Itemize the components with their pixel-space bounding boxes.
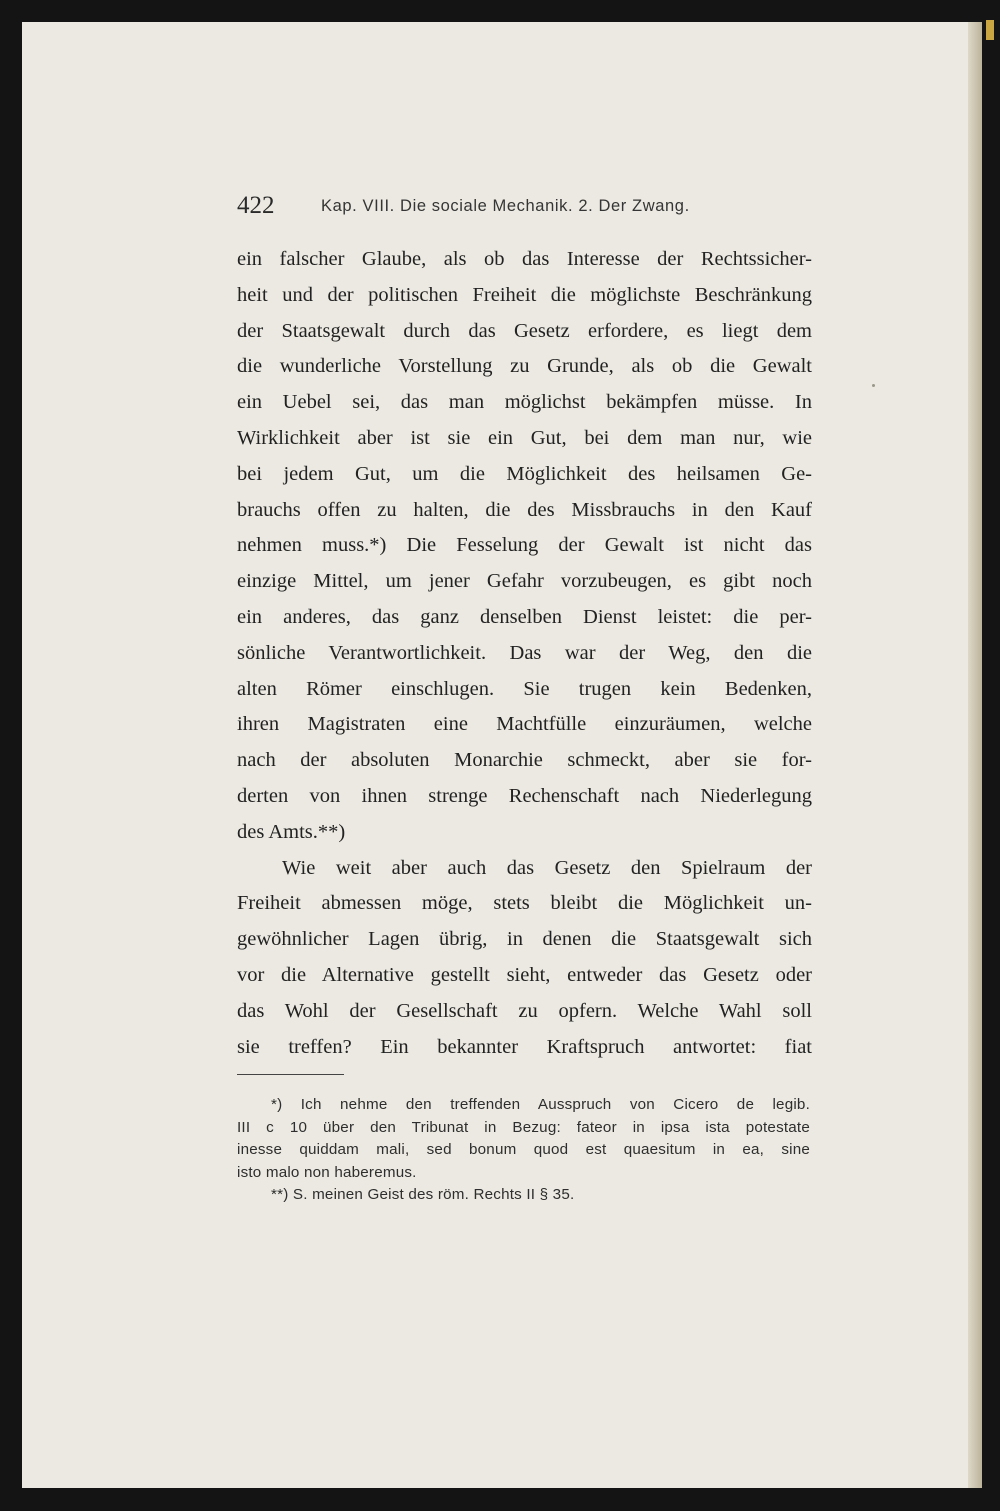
bookmark-ribbon bbox=[986, 20, 994, 40]
body-line: vor die Alternative gestellt sieht, entweder das Gesetz oder bbox=[237, 963, 812, 986]
body-line: ein anderes, das ganz denselben Dienst leistet: die per- bbox=[237, 605, 812, 628]
body-line: ihren Magistraten eine Machtfülle einzuräumen, welche bbox=[237, 713, 812, 736]
body-line: nach der absoluten Monarchie schmeckt, aber sie for- bbox=[237, 749, 812, 772]
body-line: brauchs offen zu halten, die des Missbrauchs in den Kauf bbox=[237, 498, 812, 521]
body-line: derten von ihnen strenge Rechenschaft nach Niederlegung bbox=[237, 784, 812, 807]
body-line: Freiheit abmessen möge, stets bleibt die Möglichkeit un- bbox=[237, 892, 812, 915]
body-line: ein falscher Glaube, als ob das Interesse der Rechtssicher- bbox=[237, 248, 812, 270]
body-text bbox=[237, 242, 812, 1065]
body-line: einzige Mittel, um jener Gefahr vorzubeugen, es gibt noch bbox=[237, 570, 812, 593]
running-head bbox=[237, 192, 815, 222]
body-line: gewöhnlicher Lagen übrig, in denen die Staatsgewalt sich bbox=[237, 928, 812, 951]
running-head-title: Kap. VIII. Die sociale Mechanik. 2. Der Zwang. bbox=[321, 197, 690, 215]
body-line: bei jedem Gut, um die Möglichkeit des heilsamen Ge- bbox=[237, 462, 812, 485]
body-line: ein Uebel sei, das man möglichst bekämpfen müsse. In bbox=[237, 391, 812, 414]
footnote-line: **) S. meinen Geist des röm. Rechts II § 35. bbox=[271, 1186, 575, 1204]
body-line: des Amts.**) bbox=[237, 820, 346, 843]
body-line: Wirklichkeit aber ist sie ein Gut, bei dem man nur, wie bbox=[237, 426, 812, 449]
body-line: sie treffen? Ein bekannter Kraftspruch antwortet: fiat bbox=[237, 1035, 812, 1058]
page-number: 422 bbox=[237, 192, 275, 219]
footnotes bbox=[237, 1094, 810, 1207]
footnote-line: isto malo non haberemus. bbox=[237, 1163, 417, 1181]
footnote-line: *) Ich nehme den treffenden Ausspruch von Cicero de legib. bbox=[271, 1096, 810, 1113]
body-line: das Wohl der Gesellschaft zu opfern. Welche Wahl soll bbox=[237, 999, 812, 1022]
footnote-line: inesse quiddam mali, sed bonum quod est quaesitum in ea, sine bbox=[237, 1141, 810, 1159]
body-line: sönliche Verantwortlichkeit. Das war der Weg, den die bbox=[237, 641, 812, 664]
footnote-rule bbox=[237, 1074, 344, 1075]
body-line: der Staatsgewalt durch das Gesetz erfordere, es liegt dem bbox=[237, 319, 812, 342]
body-line: heit und der politischen Freiheit die möglichste Beschränkung bbox=[237, 283, 812, 306]
body-line: die wunderliche Vorstellung zu Grunde, als ob die Gewalt bbox=[237, 355, 812, 378]
body-line: nehmen muss.*) Die Fesselung der Gewalt ist nicht das bbox=[237, 534, 812, 557]
body-line: alten Römer einschlugen. Sie trugen kein Bedenken, bbox=[237, 677, 812, 700]
footnote-line: III c 10 über den Tribunat in Bezug: fateor in ipsa ista potestate bbox=[237, 1118, 810, 1136]
body-line: Wie weit aber auch das Gesetz den Spielraum der bbox=[282, 856, 812, 879]
paper-speck bbox=[872, 384, 875, 387]
page-edge bbox=[968, 22, 982, 1488]
